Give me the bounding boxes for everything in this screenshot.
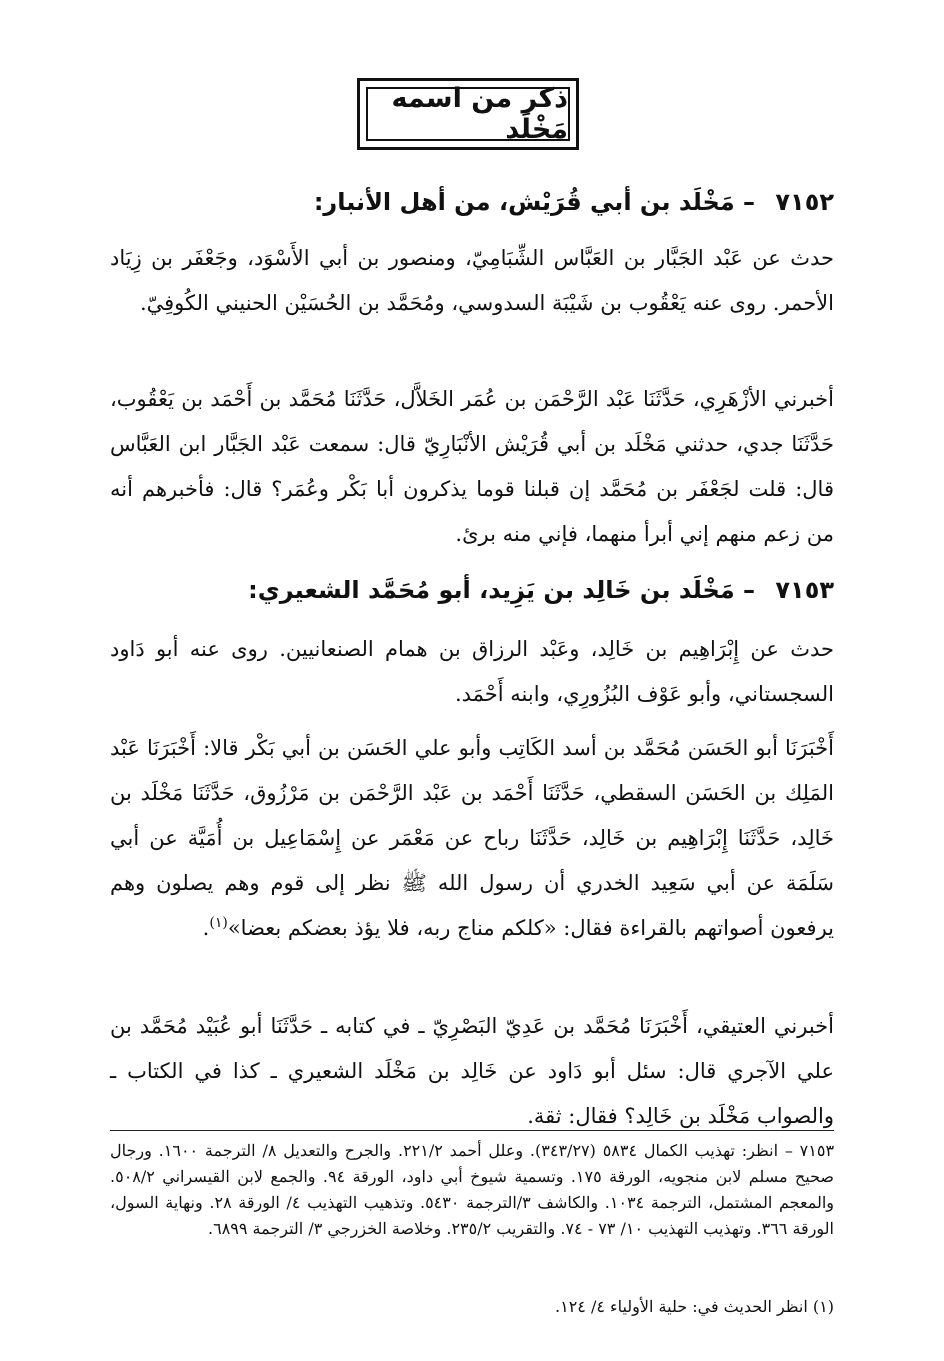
entry-number: ٧١٥٣ [775, 576, 834, 604]
entry-paragraph: أخبرني العتيقي، أَخْبَرَنَا مُحَمَّد بن عَدِيّ البَصْرِيّ ـ في كتابه ـ حَدَّثَنَا أبو عُبَيْد مُحَمَّد بن علي الآجري قال: سئل أبو دَاود عن خَالِد بن مَخْلَد الشعيري ـ كذا في الكتاب ـ والصواب مَخْلَد بن خَالِد؟ فقال: ثقة. [110, 1014, 834, 1128]
footnote-marker: (١) [209, 915, 228, 931]
entry-title: مَخْلَد بن أبي قُرَيْش، من أهل الأنبار: [313, 188, 735, 216]
section-title-frame [357, 78, 579, 150]
entry-heading [110, 182, 834, 222]
entry-heading [110, 570, 834, 610]
entry-paragraph: حدث عن عَبْد الجَبَّار بن العَبَّاس الشِّبَامِيّ، ومنصور بن أبي الأَسْوَد، وجَعْفَر بن زِيَاد الأحمر. روى عنه يَعْقُوب بن شَيْبَة السدوسي، ومُحَمَّد بن الحُسَيْن الحنيني الكُوفِيّ. [110, 246, 834, 315]
dash-separator: – [743, 188, 756, 216]
entry-title: مَخْلَد بن خَالِد بن يَزِيد، أبو مُحَمَّد الشعيري: [248, 576, 735, 604]
footnote: (١) انظر الحديث في: حلية الأولياء ٤/ ١٢٤. [555, 1297, 834, 1316]
entry-paragraph: أخبرني الأزْهَرِي، حَدَّثَنَا عَبْد الرَّحْمَن بن عُمَر الخَلاَّل، حَدَّثَنَا مُحَمَّد بن أَحْمَد بن يَعْقُوب، حَدَّثَنَا جدي، حدثني مَخْلَد بن أبي قُرَيْش الأنْبَارِيّ قال: سمعت عَبْد الجَبَّار ابن العَبَّاس قال: قلت لجَعْفَر بن مُحَمَّد إن قبلنا قوما يذكرون أبا بَكْر وعُمَر؟ قال: فأخبرهم أنه من زعم منهم إني أبرأ منهما، فإني منه برئ. [110, 387, 834, 546]
entry-paragraph: أَخْبَرَنَا أبو الحَسَن مُحَمَّد بن أسد الكَاتِب وأبو علي الحَسَن بن أبي بَكْر قالا: أَخْبَرَنَا عَبْد المَلِك بن الحَسَن السقطي، حَدَّثَنَا أَحْمَد بن عَبْد الرَّحْمَن بن مَرْزُوق، حَدَّثَنَا مَخْلَد بن خَالِد، حَدَّثَنَا إِبْرَاهِيم بن خَالِد، حَدَّثَنَا رباح عن مَعْمَر عن إِسْمَاعِيل بن أُمَيَّة عن أبي سَلَمَة عن أبي سَعِيد الخدري أن رسول الله ﷺ نظر إلى قوم وهم يصلون وهم يرفعون أصواتهم بالقراءة فقال: «كلكم مناج ربه، فلا يؤذ بعضكم بعضا»$^{(١)}$. [110, 736, 834, 940]
entry-paragraph: حدث عن إِبْرَاهِيم بن خَالِد، وعَبْد الرزاق بن همام الصنعانيين. روى عنه أبو دَاود السجستاني، وأبو عَوْف البُزُورِي، وابنه أَحْمَد. [110, 637, 834, 706]
footnote-divider [110, 1130, 834, 1131]
hadith-text: أَخْبَرَنَا أبو الحَسَن مُحَمَّد بن أسد الكَاتِب وأبو علي الحَسَن بن أبي بَكْر قالا: أَخْبَرَنَا عَبْد المَلِك بن الحَسَن السقطي، حَدَّثَنَا أَحْمَد بن عَبْد الرَّحْمَن بن مَرْزُوق، حَدَّثَنَا مَخْلَد بن خَالِد، حَدَّثَنَا إِبْرَاهِيم بن خَالِد، حَدَّثَنَا رباح عن مَعْمَر عن إِسْمَاعِيل بن أُمَيَّة عن أبي سَلَمَة عن أبي سَعِيد الخدري أن رسول الله ﷺ نظر إلى قوم وهم يصلون وهم يرفعون أصواتهم بالقراءة فقال: «كلكم مناج ربه، فلا يؤذ بعضكم بعضا» [110, 736, 834, 940]
section-title: ذكر من اسمه مَخْلَد [366, 87, 570, 141]
footnote: ٧١٥٣ – انظر: تهذيب الكمال ٥٨٣٤ (٣٤٣/٢٧). وعلل أحمد ٢٢١/٢. والجرح والتعديل ٨/ الترجمة ١٦٠٠. ورجال صحيح مسلم لابن منجويه، الورقة ١٧٥. وتسمية شيوخ أبي داود، الورقة ٩٤. والجمع لابن القيسراني ٥٠٨/٢. والمعجم المشتمل، الترجمة ١٠٣٤. والكاشف ٣/الترجمة ٥٤٣٠. وتذهيب التهذيب ٤/ الورقة ٢٨. ونهاية السول، الورقة ٣٦٦. وتهذيب التهذيب ١٠/ ٧٣ - ٧٤. والتقريب ٢٣٥/٢. وخلاصة الخزرجي ٣/ الترجمة ٦٨٩٩. [110, 1141, 835, 1238]
entry-number: ٧١٥٢ [775, 188, 834, 216]
dash-separator: – [743, 576, 756, 604]
